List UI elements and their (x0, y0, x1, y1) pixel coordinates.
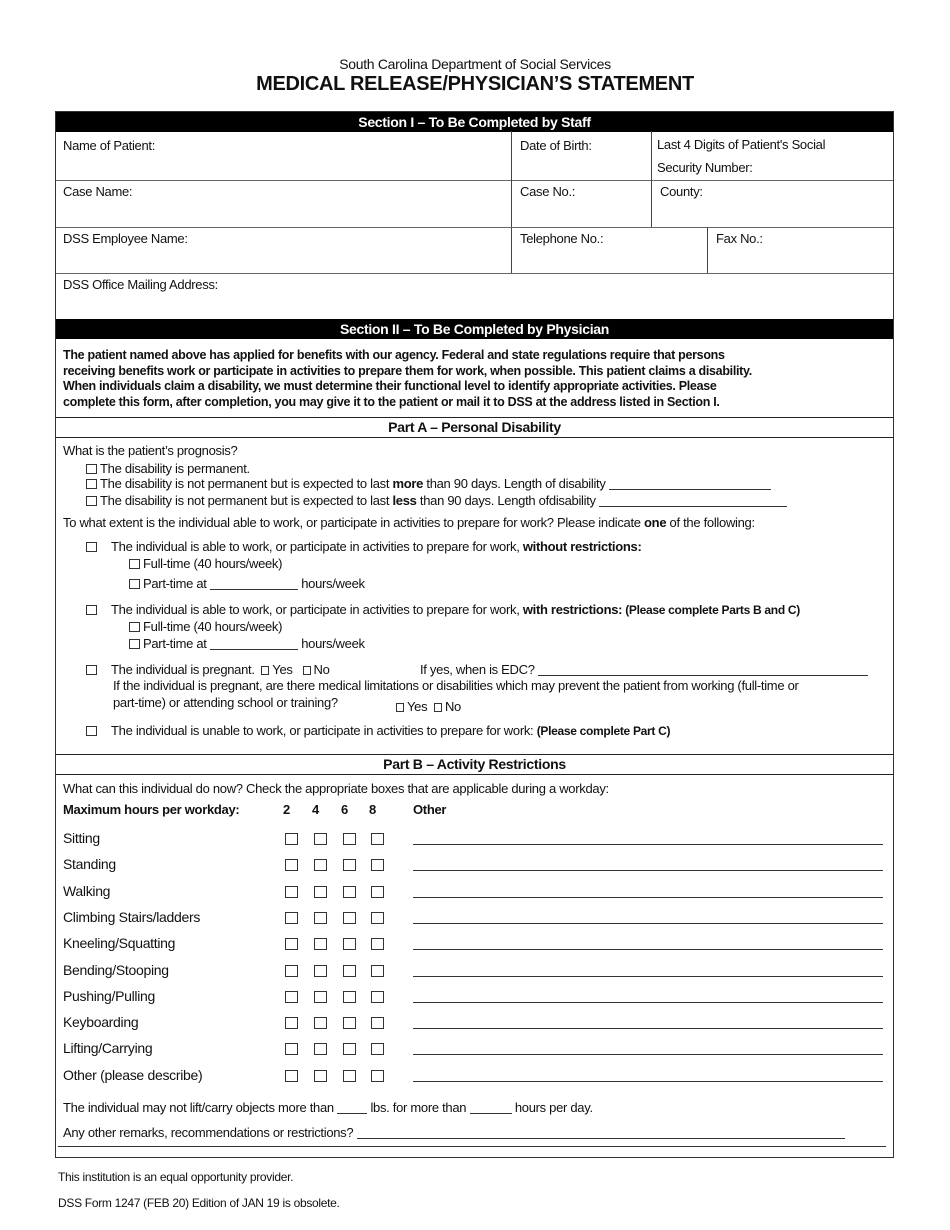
hours-checkbox-2[interactable] (285, 859, 298, 871)
hours-checkbox-8[interactable] (371, 991, 384, 1003)
edc-field[interactable] (420, 662, 868, 677)
prognosis-more-90[interactable] (86, 476, 771, 491)
checkbox[interactable] (86, 496, 97, 506)
hours-checkbox-6[interactable] (343, 1043, 356, 1055)
checkbox[interactable] (86, 605, 97, 615)
hours-checkbox-4[interactable] (314, 1070, 327, 1082)
no-label: No (444, 699, 461, 714)
other-input[interactable] (413, 976, 883, 977)
activity-label: Kneeling/Squatting (63, 935, 176, 952)
prognosis-question: What is the patient’s prognosis? (63, 443, 238, 458)
hours-checkbox-8[interactable] (371, 1017, 384, 1029)
hours-checkbox-6[interactable] (343, 938, 356, 950)
hours-checkbox-6[interactable] (343, 965, 356, 977)
activity-label: Lifting/Carrying (63, 1040, 153, 1057)
activity-row (63, 830, 883, 850)
activity-label: Standing (63, 856, 116, 873)
hours-checkbox-8[interactable] (371, 912, 384, 924)
divider (511, 131, 512, 273)
unit-label: hours/week (301, 636, 365, 651)
activity-row (63, 962, 883, 982)
remarks-line-2[interactable] (58, 1146, 886, 1147)
checkbox-no[interactable] (303, 666, 311, 675)
hours-header: 6 (341, 802, 348, 817)
extent-question (63, 515, 755, 530)
hours-checkbox-2[interactable] (285, 886, 298, 898)
hours-checkbox-6[interactable] (343, 886, 356, 898)
option-label: The individual is unable to work, or participate in activities to prepare for work: (111, 723, 537, 738)
activity-row (63, 988, 883, 1008)
other-input[interactable] (413, 949, 883, 950)
case-name-field[interactable]: Case Name: (63, 184, 133, 199)
activity-label: Climbing Stairs/ladders (63, 908, 201, 925)
fulltime-option[interactable] (129, 619, 282, 634)
hours-checkbox-2[interactable] (285, 833, 298, 845)
county-field[interactable]: County: (660, 184, 703, 199)
other-input[interactable] (413, 1028, 883, 1029)
unit-label: hours/week (301, 576, 365, 591)
activity-label: Keyboarding (63, 1014, 139, 1031)
prognosis-less-90[interactable] (86, 493, 787, 508)
hours-checkbox-8[interactable] (371, 859, 384, 871)
option-label: The disability is permanent. (100, 461, 250, 476)
section2-intro (63, 348, 752, 410)
other-input[interactable] (413, 1002, 883, 1003)
checkbox-no[interactable] (434, 703, 442, 712)
hours-checkbox-4[interactable] (314, 938, 327, 950)
checkbox[interactable] (86, 542, 97, 552)
hours-checkbox-8[interactable] (371, 833, 384, 845)
other-input[interactable] (413, 897, 883, 898)
text: The individual may not lift/carry objects more than (63, 1100, 334, 1115)
instruction: (Please complete Parts B and C) (622, 603, 800, 617)
parttime-option[interactable] (129, 576, 365, 591)
other-input[interactable] (413, 844, 883, 845)
activity-row (63, 1040, 883, 1060)
checkbox[interactable] (86, 726, 97, 736)
hours-checkbox-4[interactable] (314, 886, 327, 898)
activity-label: Bending/Stooping (63, 961, 169, 978)
pregnancy-limit-choice[interactable] (396, 699, 461, 714)
edc-label: If yes, when is EDC? (420, 662, 535, 677)
emphasis: one (644, 515, 667, 530)
hours-checkbox-6[interactable] (343, 912, 356, 924)
remarks (63, 1125, 845, 1140)
hours-input[interactable] (210, 638, 298, 650)
edc-input[interactable] (538, 664, 868, 676)
option-label: Part-time at (143, 576, 207, 591)
agency-name: South Carolina Department of Social Services (339, 56, 611, 72)
divider (56, 227, 893, 228)
checkbox[interactable] (86, 665, 97, 675)
hours-checkbox-6[interactable] (343, 859, 356, 871)
activity-row (63, 935, 883, 955)
parttime-option[interactable] (129, 636, 365, 651)
emphasis: with restrictions: (522, 602, 623, 617)
checkbox-yes[interactable] (261, 666, 269, 675)
option-label: than 90 days. Length ofdisability (416, 493, 596, 508)
checkbox[interactable] (129, 622, 140, 632)
option-label: The disability is not permanent but is expected to last (100, 493, 393, 508)
activity-row (63, 856, 883, 876)
option-unable[interactable] (86, 723, 670, 738)
text: of the following: (666, 515, 755, 530)
hours-checkbox-2[interactable] (285, 1043, 298, 1055)
partB-header: Part B – Activity Restrictions (56, 754, 893, 775)
address-field[interactable]: DSS Office Mailing Address: (63, 277, 218, 292)
activity-label: Pushing/Pulling (63, 987, 156, 1004)
form-title: MEDICAL RELEASE/PHYSICIAN’S STATEMENT (256, 73, 694, 95)
partB-question: What can this individual do now? Check the appropriate boxes that are applicable during a workday: (63, 781, 609, 796)
activity-row (63, 883, 883, 903)
intro-line: The patient named above has applied for benefits with our agency. Federal and state regulations require that persons (63, 348, 725, 362)
hours-checkbox-4[interactable] (314, 965, 327, 977)
option-label: The individual is able to work, or participate in activities to prepare for work, (111, 602, 523, 617)
hours-header: 4 (312, 802, 319, 817)
yes-label: Yes (272, 662, 293, 677)
text: hours per day. (514, 1100, 593, 1115)
telephone-field[interactable]: Telephone No.: (520, 231, 604, 246)
form-number: DSS Form 1247 (FEB 20) Edition of JAN 19 is obsolete. (58, 1196, 340, 1210)
checkbox[interactable] (129, 559, 140, 569)
prognosis-permanent[interactable] (86, 461, 250, 476)
length-input[interactable] (599, 495, 787, 507)
activity-label: Sitting (63, 830, 100, 846)
activity-row (63, 1014, 883, 1034)
activity-row (63, 909, 883, 929)
hours-checkbox-2[interactable] (285, 912, 298, 924)
ssn-label-2: Security Number: (657, 160, 753, 175)
text: To what extent is the individual able to work, or participate in activities to prepare for work? Please indicate (63, 515, 645, 530)
fulltime-option[interactable] (129, 556, 282, 571)
hours-header: 8 (369, 802, 376, 817)
case-no-field[interactable]: Case No.: (520, 184, 576, 199)
intro-line: When individuals claim a disability, we must determine their functional level to identify appropriate activities. Please (63, 379, 717, 393)
divider (56, 273, 893, 274)
dob-field[interactable]: Date of Birth: (520, 138, 592, 153)
hours-checkbox-4[interactable] (314, 1017, 327, 1029)
employee-name-field[interactable]: DSS Employee Name: (63, 231, 188, 246)
other-input[interactable] (413, 1054, 883, 1055)
emphasis: without restrictions: (522, 539, 642, 554)
lift-limit (63, 1100, 593, 1115)
option-pregnant[interactable] (86, 662, 330, 677)
other-header: Other (413, 802, 447, 817)
option-with-restrictions[interactable] (86, 602, 800, 617)
pregnancy-question: If the individual is pregnant, are there medical limitations or disabilities which may prevent the patient from working (full-time or (113, 678, 799, 693)
emphasis: more (392, 476, 424, 491)
activity-row (63, 1067, 883, 1087)
hours-checkbox-4[interactable] (314, 833, 327, 845)
option-label: Full-time (40 hours/week) (143, 556, 283, 571)
hours-checkbox-2[interactable] (285, 1017, 298, 1029)
activity-label: Walking (63, 882, 111, 899)
section1-header: Section I – To Be Completed by Staff (56, 112, 893, 132)
checkbox[interactable] (129, 579, 140, 589)
hours-checkbox-2[interactable] (285, 938, 298, 950)
text: lbs. for more than (370, 1100, 467, 1115)
activity-label: Other (please describe) (63, 1066, 203, 1083)
section2-header: Section II – To Be Completed by Physician (56, 319, 893, 339)
length-input[interactable] (609, 478, 771, 490)
hours-checkbox-8[interactable] (371, 1070, 384, 1082)
hours-checkbox-6[interactable] (343, 1017, 356, 1029)
pregnancy-question: part-time) or attending school or training? (113, 695, 338, 710)
other-input[interactable] (413, 870, 883, 871)
hours-checkbox-4[interactable] (314, 991, 327, 1003)
checkbox[interactable] (86, 479, 97, 489)
hours-checkbox-2[interactable] (285, 1070, 298, 1082)
instruction: (Please complete Part C) (536, 724, 671, 738)
remarks-input[interactable] (357, 1127, 845, 1139)
max-hours-label: Maximum hours per workday: (63, 802, 240, 817)
equal-opportunity-note: This institution is an equal opportunity provider. (58, 1170, 294, 1184)
option-label: The disability is not permanent but is expected to last (100, 476, 393, 491)
fax-field[interactable]: Fax No.: (716, 231, 763, 246)
no-label: No (313, 662, 330, 677)
hours-checkbox-6[interactable] (343, 991, 356, 1003)
checkbox[interactable] (129, 639, 140, 649)
checkbox[interactable] (86, 464, 97, 474)
option-no-restrictions[interactable] (86, 539, 641, 554)
option-label: The individual is pregnant. (111, 662, 255, 677)
checkbox-yes[interactable] (396, 703, 404, 712)
hours-input[interactable] (210, 578, 298, 590)
option-label: The individual is able to work, or participate in activities to prepare for work, (111, 539, 523, 554)
option-label: than 90 days. Length of disability (423, 476, 606, 491)
hours-checkbox-8[interactable] (371, 886, 384, 898)
partA-header: Part A – Personal Disability (56, 417, 893, 438)
intro-line: receiving benefits work or participate in activities to prepare them for work, when possible. This patient claims a disability. (63, 363, 752, 378)
hours-per-day-input[interactable] (470, 1102, 512, 1114)
text: Any other remarks, recommendations or restrictions? (63, 1125, 354, 1140)
hours-checkbox-2[interactable] (285, 965, 298, 977)
hours-checkbox-6[interactable] (343, 833, 356, 845)
hours-checkbox-6[interactable] (343, 1070, 356, 1082)
hours-checkbox-4[interactable] (314, 912, 327, 924)
intro-line: complete this form, after completion, you may give it to the patient or mail it to DSS at the address listed in Section I. (63, 394, 720, 409)
emphasis: less (392, 493, 417, 508)
divider (56, 180, 893, 181)
hours-header: 2 (283, 802, 290, 817)
hours-checkbox-2[interactable] (285, 991, 298, 1003)
yes-label: Yes (407, 699, 428, 714)
lbs-input[interactable] (337, 1102, 367, 1114)
divider (651, 131, 652, 227)
hours-checkbox-8[interactable] (371, 1043, 384, 1055)
divider (707, 227, 708, 273)
ssn-label-1[interactable]: Last 4 Digits of Patient's Social (657, 137, 826, 152)
option-label: Full-time (40 hours/week) (143, 619, 283, 634)
option-label: Part-time at (143, 636, 207, 651)
patient-name-field[interactable]: Name of Patient: (63, 138, 156, 153)
other-input[interactable] (413, 1081, 883, 1082)
hours-checkbox-4[interactable] (314, 1043, 327, 1055)
hours-checkbox-8[interactable] (371, 938, 384, 950)
other-input[interactable] (413, 923, 883, 924)
hours-checkbox-4[interactable] (314, 859, 327, 871)
hours-checkbox-8[interactable] (371, 965, 384, 977)
